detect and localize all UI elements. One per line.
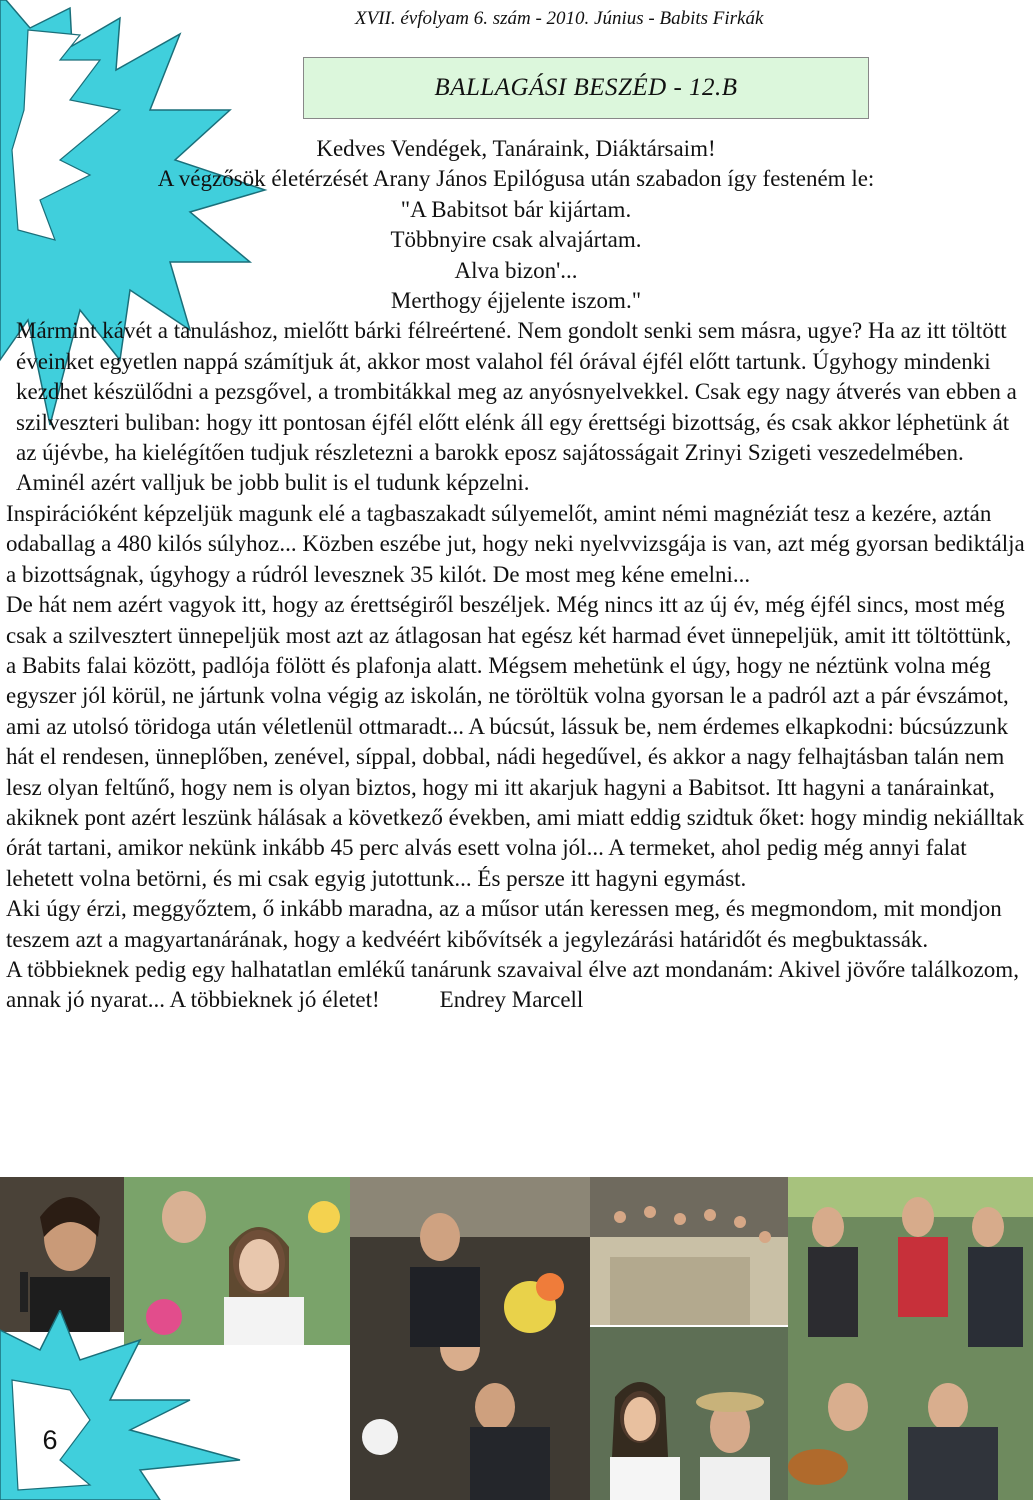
paragraph: Mármint kávét a tanuláshoz, mielőtt bárki félreértené. Nem gondolt senki sem másra, ugye? Ha az itt töltött éveinket egyetlen nappá számítjuk át, akkor most valahol fél órával éjfél előtt tartunk. Úgyhogy mindenki kezdhet készülődni a pezsgővel, a trombitákkal meg az anyósnyelvekkel. Csak egy nagy átverés van ebben a szilveszteri buliban: hogy itt pontosan éjfél előtt elénk áll egy érettségi bizottság, és csak akkor léphetünk át az újévbe, ha kielégítően tudjuk részletezni a barokk eposz sajátosságait Zrinyi Szigeti veszedelmében. Aminél azért valljuk be jobb bulit is el tudunk képzelni. [16, 318, 1017, 496]
photo-guitar-group [788, 1177, 1033, 1500]
article-title: BALLAGÁSI BESZÉD - 12.B [434, 74, 738, 101]
photo-ceremony-crowd [350, 1177, 590, 1500]
closing-paragraph [6, 955, 1026, 1016]
poem-line: "A Babitsot bár kijártam. [400, 196, 632, 222]
photo-hall-audience [590, 1177, 788, 1325]
paragraph: Inspirációként képzeljük magunk elé a tagbaszakadt súlyemelőt, amint némi magnéziát tesz a kezére, aztán odaballag a 480 kilós súlyhoz... Közben eszébe jut, hogy neki nyelvvizsgája is van, azt még gyorsan bediktálja a bizottságnak, úgyhogy a rúdról levesznek 35 kilót. De most meg kéne emelni... [6, 500, 1025, 587]
author-signature: Endrey Marcell [439, 987, 584, 1013]
intro-line: A végzősök életérzését Arany János Epilógusa után szabadon így festeném le: [157, 166, 875, 192]
article-body [6, 134, 1026, 1016]
paragraph: A többieknek pedig egy halhatatlan emlékű tanárunk szavaival élve azt mondanám: Akivel jövőre találkozom, annak jó nyarat... A többieknek jó életet! [6, 956, 1019, 1013]
poem-line: Merthogy éjjelente iszom." [390, 288, 642, 314]
issue-header: XVII. évfolyam 6. szám - 2010. Június - Babits Firkák [355, 8, 764, 29]
page-number: 6 [42, 1424, 58, 1455]
greeting: Kedves Vendégek, Tanáraink, Diáktársaim! [316, 136, 716, 161]
paragraph: Aki úgy érzi, meggyőztem, ő inkább maradna, az a műsor után keressen meg, és megmondom, mit mondjon teszem azt a magyartanárának, hogy a kedvéért kibővítsék a jegylezárási határidőt és megbuktassák. [6, 896, 1002, 952]
paragraph: De hát nem azért vagyok itt, hogy az érettségiről beszéljek. Még nincs itt az új év, még éjfél sincs, most még csak a szilvesztert ünnepeljük most azt az átlagosan hat egész két harmad évet ünnepeljük, amit itt töltöttünk, a Babits falai között, padlója fölött és plafonja alatt. Mégsem mehetünk el úgy, hogy ne néztünk volna még egyszer jól körül, ne jártunk volna végig az iskolán, ne töröltük volna gyorsan le a padról azt a pár évszámot, ami az utolsó töridoga után véletlenül ottmaradt... A búcsút, lássuk be, nem érdemes elkapkodni: búcsúzzunk hát el rendesen, ünneplőben, zenével, síppal, dobbal, nádi hegedűvel, és akkor a nagy felhajtásban talán nem lesz olyan feltűnő, hogy nem is olyan biztos, hogy mi itt akarjuk hagyni a Babitsot. Itt hagyni a tanárainkat, akiknek pont azért leszünk hálásak a következő években, ami miatt eddig szidtuk őket: hogy mindig nekiálltak órát tartani, amikor nekünk inkább 45 perc alvás esett volna jól... A termeket, ahol pedig még annyi falat lehetett volna betörni, és mi csak egyig jutottunk... És persze itt hagyni egymást. [6, 592, 1025, 891]
photo-speaker [0, 1177, 124, 1332]
poem-line: Többnyire csak alvajártam. [390, 227, 642, 253]
photo-girls [590, 1327, 788, 1500]
corner-splash-decoration-bottom [0, 1310, 250, 1500]
poem-line: Alva bizon'... [454, 257, 578, 283]
title-box [303, 57, 869, 119]
